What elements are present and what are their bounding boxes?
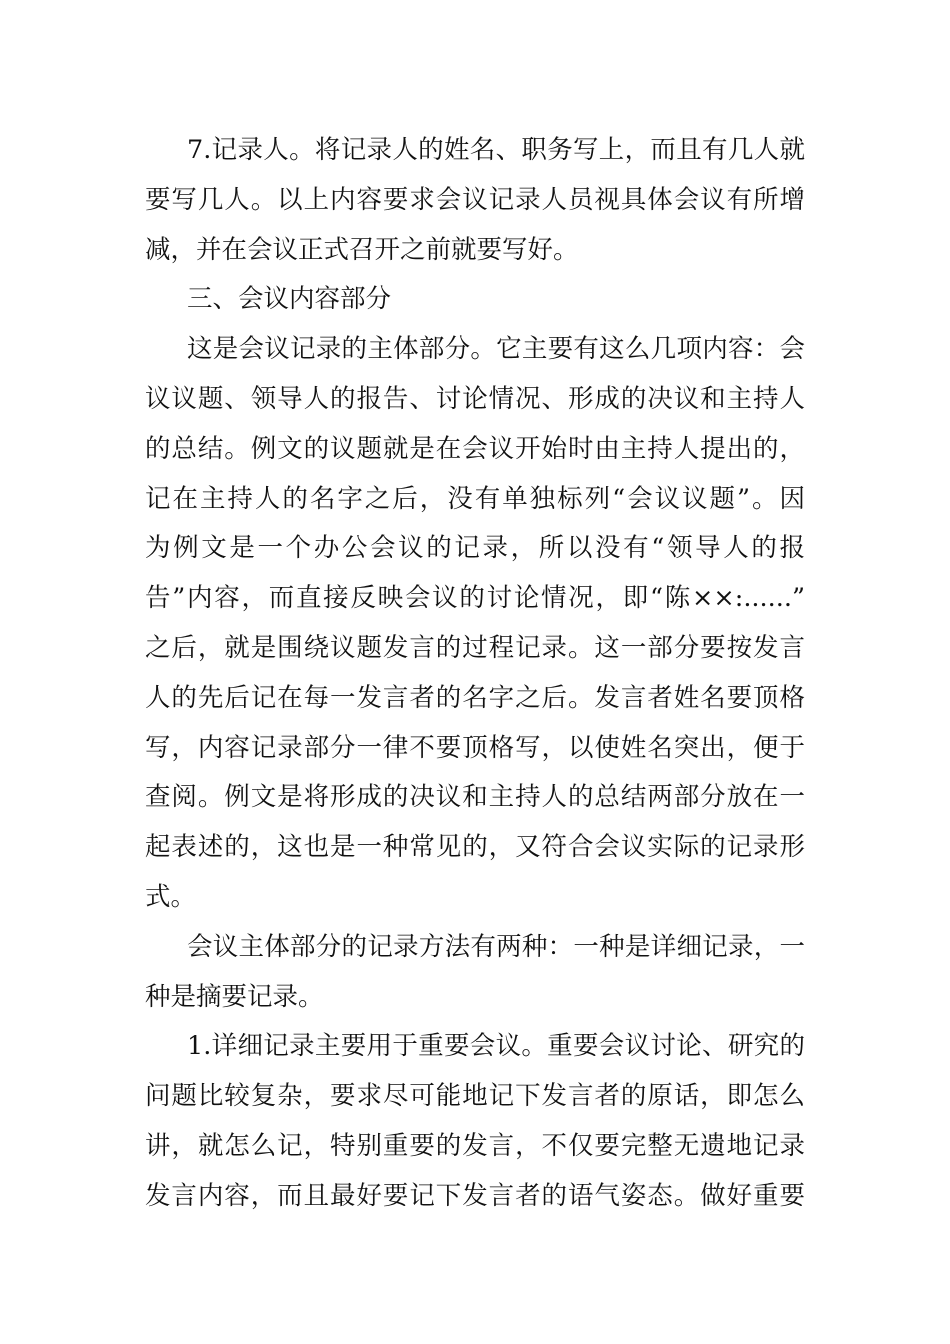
text-line: 为例文是一个办公会议的记录，所以没有“领导人的报 bbox=[145, 533, 805, 564]
text-line: 种是摘要记录。 bbox=[145, 981, 324, 1012]
text-line: 查阅。例文是将形成的决议和主持人的总结两部分放在一 bbox=[145, 782, 805, 813]
text-line: 三、会议内容部分 bbox=[187, 284, 392, 315]
text-line: 要写几人。以上内容要求会议记录人员视具体会议有所增 bbox=[145, 184, 805, 215]
text-line: 告”内容，而直接反映会议的讨论情况，即“陈××:......” bbox=[145, 583, 805, 614]
text-line: 会议主体部分的记录方法有两种：一种是详细记录，一 bbox=[187, 931, 805, 962]
text-line: 问题比较复杂，要求尽可能地记下发言者的原话，即怎么 bbox=[145, 1081, 805, 1112]
text-line: 记在主持人的名字之后，没有单独标列“会议议题”。因 bbox=[145, 483, 805, 514]
text-line: 这是会议记录的主体部分。它主要有这么几项内容：会 bbox=[187, 334, 805, 365]
text-line: 之后，就是围绕议题发言的过程记录。这一部分要按发言 bbox=[145, 633, 805, 663]
text-line: 7.记录人。将记录人的姓名、职务写上，而且有几人就 bbox=[187, 135, 805, 165]
text-line: 起表述的，这也是一种常见的，又符合会议实际的记录形 bbox=[145, 832, 805, 863]
text-line: 1.详细记录主要用于重要会议。重要会议讨论、研究的 bbox=[187, 1031, 805, 1062]
text-line: 写，内容记录部分一律不要顶格写，以使姓名突出，便于 bbox=[145, 732, 805, 763]
text-line: 减，并在会议正式召开之前就要写好。 bbox=[145, 234, 579, 265]
text-line: 式。 bbox=[145, 882, 197, 912]
text-line: 发言内容，而且最好要记下发言者的语气姿态。做好重要 bbox=[145, 1180, 805, 1211]
text-line: 讲，就怎么记，特别重要的发言，不仅要完整无遗地记录 bbox=[145, 1131, 805, 1161]
text-line: 人的先后记在每一发言者的名字之后。发言者姓名要顶格 bbox=[145, 682, 805, 713]
text-line: 议议题、领导人的报告、讨论情况、形成的决议和主持人 bbox=[145, 384, 805, 414]
text-line: 的总结。例文的议题就是在会议开始时由主持人提出的， bbox=[145, 433, 805, 464]
